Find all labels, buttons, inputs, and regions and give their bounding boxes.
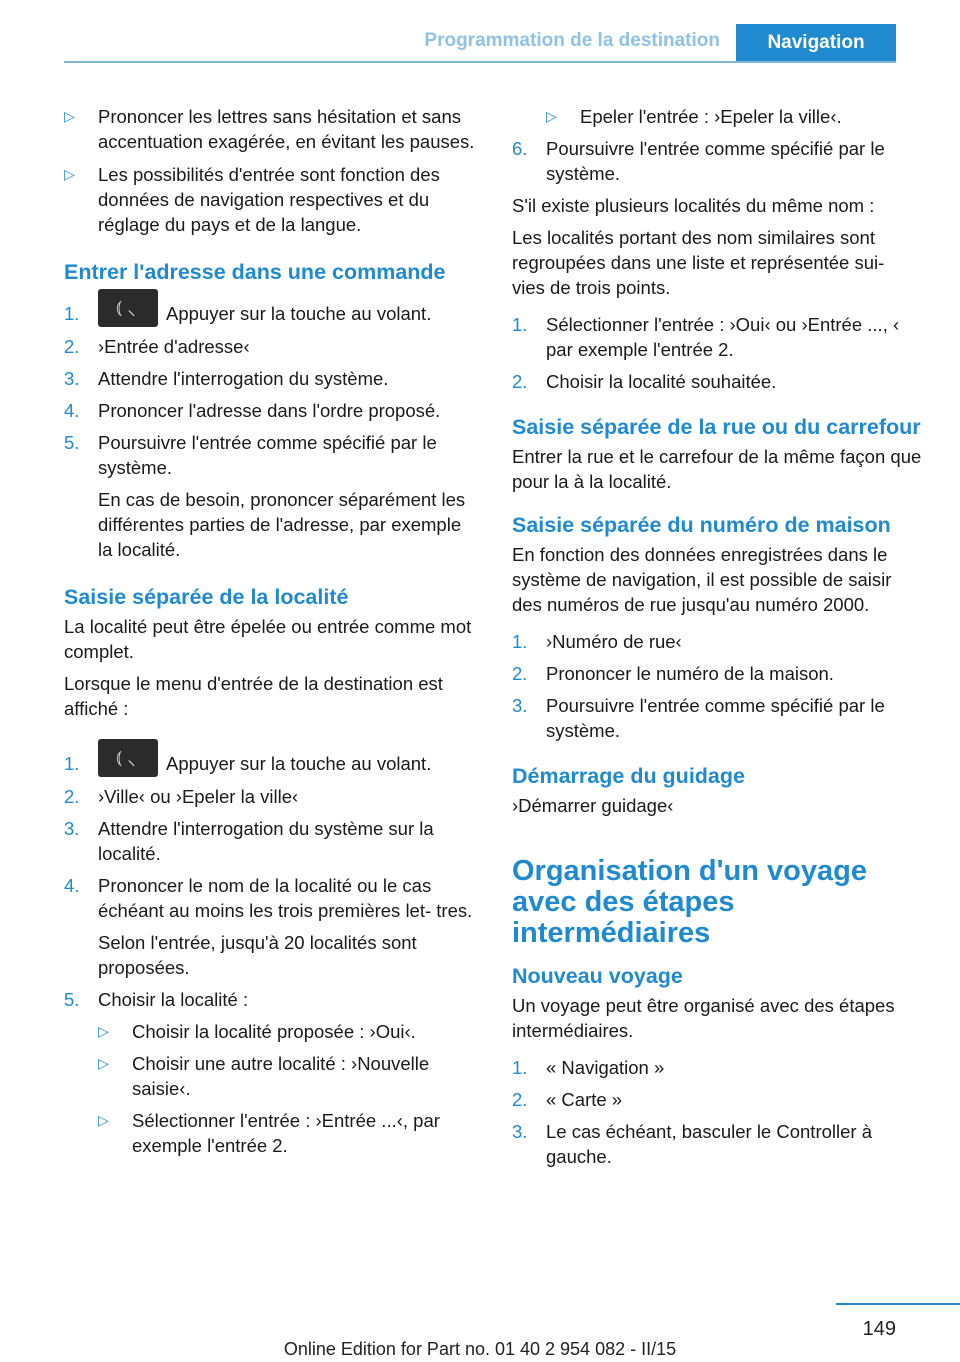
paragraph: Les localités portant des nom similaires sont regroupées dans une liste et représentée sui‐ vies de trois points.	[512, 227, 885, 298]
footer-divider	[836, 1303, 960, 1305]
list-item: 3. Attendre l'interrogation du système sur la localité.	[64, 818, 434, 865]
list-item: 1. « Navigation »	[512, 1057, 665, 1078]
section-heading: Nouveau voyage	[512, 964, 683, 988]
voice-command-icon: ⦅ ⸜	[98, 289, 158, 327]
triangle-bullet-icon: ▷	[64, 166, 75, 182]
note-text: En cas de besoin, prononcer séparément les différentes parties de l'adresse, par exemple la localité.	[98, 489, 466, 561]
paragraph: Entrer la rue et le carrefour de la même façon que pour la à la localité.	[512, 446, 922, 492]
list-item: 5. Poursuivre l'entrée comme spécifié par le système.	[64, 432, 437, 479]
list-item: 4. Prononcer l'adresse dans l'ordre proposé.	[64, 400, 441, 422]
section-heading: Saisie séparée du numéro de maison	[512, 513, 891, 537]
list-item: 1. ›Numéro de rue‹	[512, 631, 682, 652]
header-section-title: Programmation de la destination	[424, 30, 720, 51]
triangle-bullet-icon: ▷	[98, 1023, 109, 1040]
list-item: 3. Poursuivre l'entrée comme spécifié par le système.	[512, 695, 885, 741]
triangle-bullet-icon: ▷	[98, 1055, 109, 1072]
list-item: 6. Poursuivre l'entrée comme spécifié par le système.	[512, 138, 885, 184]
section-heading: Saisie séparée de la localité	[64, 585, 349, 610]
list-item: 3. Attendre l'interrogation du système.	[64, 368, 389, 390]
list-item: ▷ Prononcer les lettres sans hésitation et sans accentuation exagérée, en évitant les pauses.	[64, 106, 475, 152]
right-column	[512, 104, 922, 1176]
paragraph: En fonction des données enregistrées dans le système de navigation, il est possible de saisir des numéros de rue jusqu'au numéro 2000.	[512, 544, 892, 615]
header-divider	[64, 61, 896, 63]
triangle-bullet-icon: ▷	[546, 108, 557, 124]
list-item: 1. ⦅ ⸜ Appuyer sur la touche au volant.	[64, 751, 476, 777]
page-number: 149	[862, 1318, 896, 1340]
list-item: 5. Choisir la localité :	[64, 989, 249, 1011]
list-item: 2. ›Ville‹ ou ›Epeler la ville‹	[64, 786, 299, 808]
list-item: 1. ⦅ ⸜ Appuyer sur la touche au volant.	[64, 301, 476, 327]
triangle-bullet-icon: ▷	[64, 108, 75, 124]
list-item: ▷ Choisir une autre localité : ›Nouvelle saisie‹.	[98, 1053, 430, 1100]
triangle-bullet-icon: ▷	[98, 1112, 109, 1129]
list-item: ▷ Epeler l'entrée : ›Epeler la ville‹.	[546, 106, 842, 127]
paragraph: S'il existe plusieurs localités du même nom :	[512, 195, 875, 216]
list-item: 2. « Carte »	[512, 1089, 623, 1110]
section-heading: Démarrage du guidage	[512, 764, 745, 788]
left-column	[64, 104, 476, 1165]
paragraph: Lorsque le menu d'entrée de la destination est affiché :	[64, 673, 443, 720]
list-item: 4. Prononcer le nom de la localité ou le cas échéant au moins les trois premières let‐ tres.	[64, 875, 473, 922]
section-heading: Saisie séparée de la rue ou du carrefour	[512, 415, 921, 439]
list-item: ▷ Les possibilités d'entrée sont fonction des données de navigation respectives et du réglage du pays et de la langue.	[64, 164, 440, 235]
list-item: ▷ Choisir la localité proposée : ›Oui‹.	[98, 1021, 416, 1043]
paragraph: La localité peut être épelée ou entrée comme mot complet.	[64, 616, 472, 663]
list-item: 2. Prononcer le numéro de la maison.	[512, 663, 834, 684]
paragraph: ›Démarrer guidage‹	[512, 795, 674, 816]
list-item: 2. ›Entrée d'adresse‹	[64, 336, 250, 358]
note-text: Selon l'entrée, jusqu'à 20 localités sont proposées.	[98, 932, 417, 979]
paragraph: Un voyage peut être organisé avec des étapes intermédiaires.	[512, 995, 895, 1041]
list-item: 1. Sélectionner l'entrée : ›Oui‹ ou ›Entrée ..., ‹ par exemple l'entrée 2.	[512, 314, 900, 360]
list-item: 3. Le cas échéant, basculer le Controller à gauche.	[512, 1121, 872, 1167]
voice-command-icon: ⦅ ⸜	[98, 739, 158, 777]
section-heading: Entrer l'adresse dans une commande	[64, 260, 446, 284]
list-item: ▷ Sélectionner l'entrée : ›Entrée ...‹, par exemple l'entrée 2.	[98, 1110, 440, 1157]
header-tab-navigation[interactable]: Navigation	[736, 24, 896, 62]
chapter-heading: Organisation d'un voyage avec des étapes intermédiaires	[512, 855, 867, 949]
list-item: 2. Choisir la localité souhaitée.	[512, 371, 777, 392]
edition-text: Online Edition for Part no. 01 40 2 954 082 - II/15	[283, 1339, 677, 1359]
